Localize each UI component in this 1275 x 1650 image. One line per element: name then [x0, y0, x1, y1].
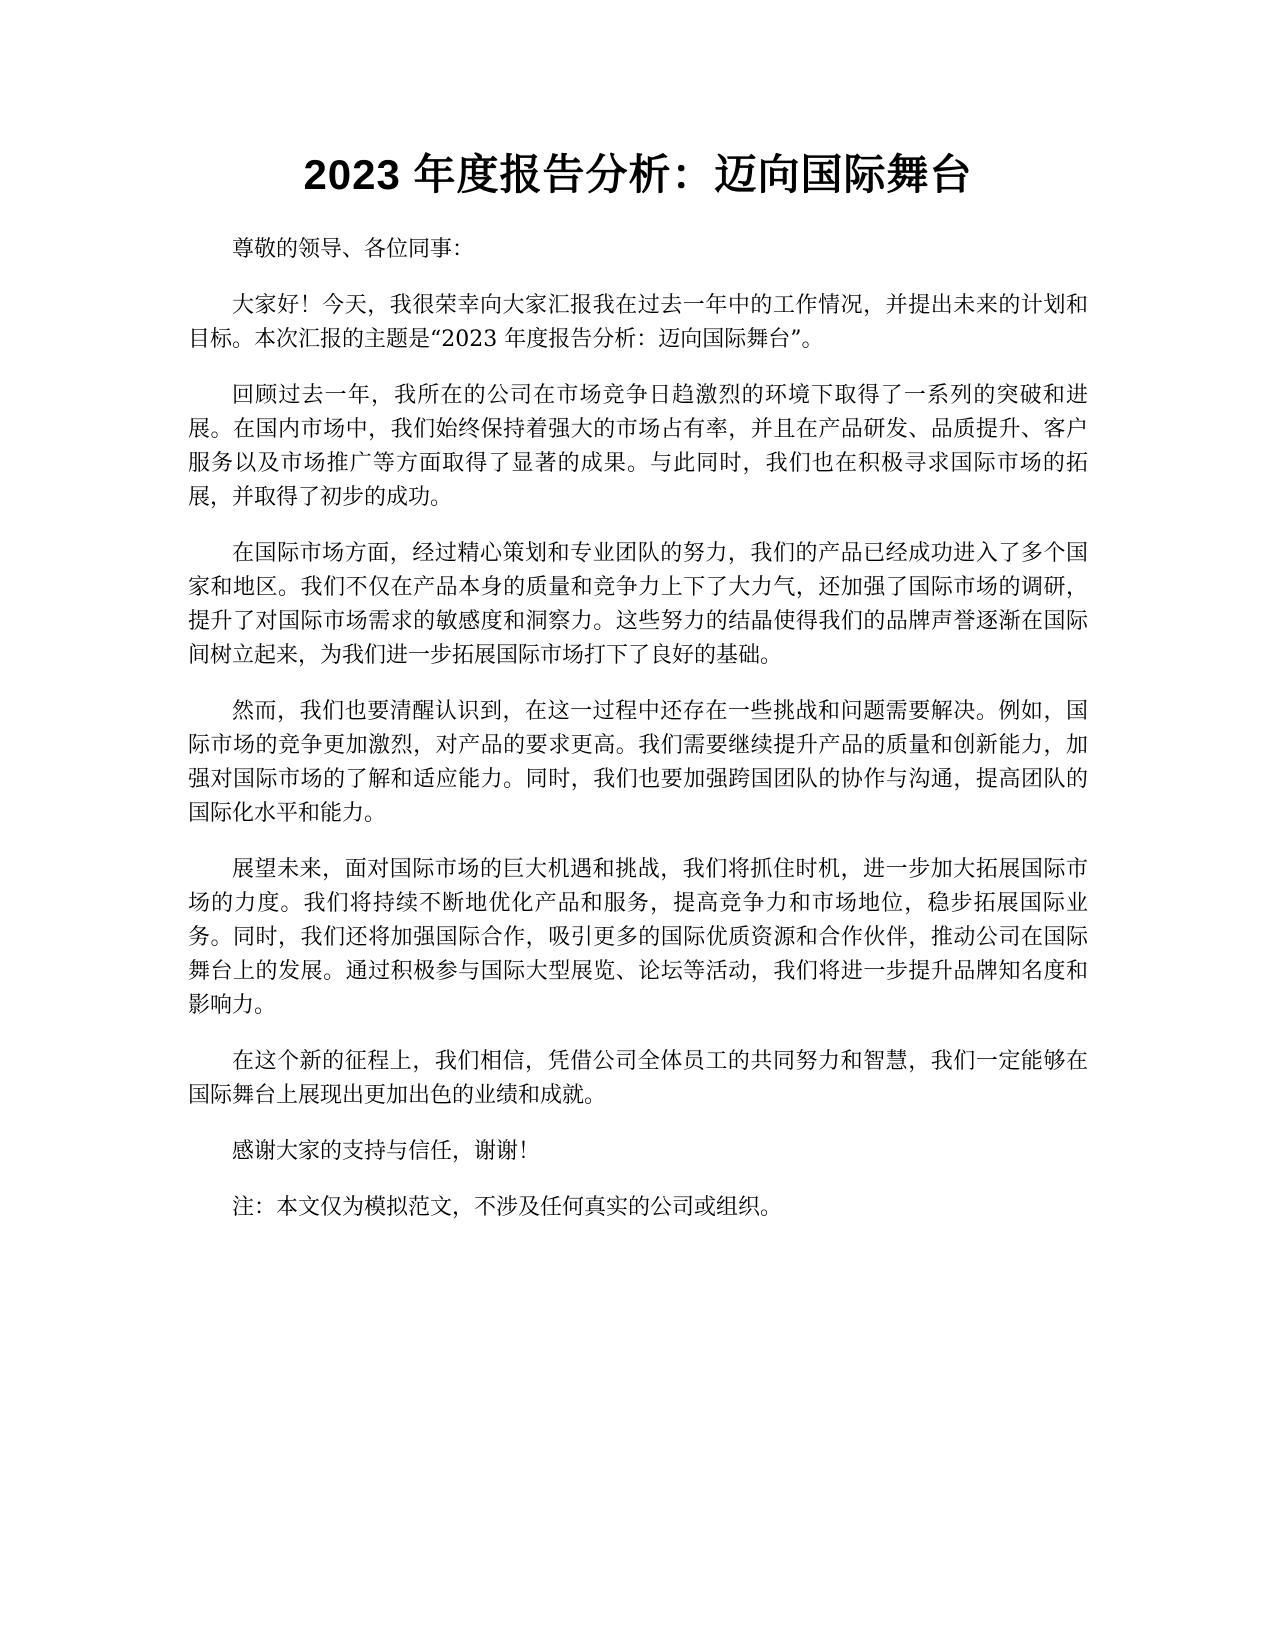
paragraph-review: 回顾过去一年，我所在的公司在市场竞争日趋激烈的环境下取得了一系列的突破和进展。在国内市场中，我们始终保持着强大的市场占有率，并且在产品研发、品质提升、客户服务以及市场推广等方面取得了显著的成果。与此同时，我们也在积极寻求国际市场的拓展，并取得了初步的成功。 [188, 383, 1088, 510]
document-page [188, 145, 1088, 1247]
paragraph-note: 注：本文仅为模拟范文，不涉及任何真实的公司或组织。 [232, 1195, 783, 1220]
paragraph-confidence: 在这个新的征程上，我们相信，凭借公司全体员工的共同努力和智慧，我们一定能够在国际舞台上展现出更加出色的业绩和成就。 [188, 1049, 1088, 1108]
paragraph-salutation: 尊敬的领导、各位同事： [232, 237, 475, 262]
document-title: 2023 年度报告分析：迈向国际舞台 [303, 151, 973, 198]
paragraph-challenges: 然而，我们也要清醒认识到，在这一过程中还存在一些挑战和问题需要解决。例如，国际市场的竞争更加激烈，对产品的要求更高。我们需要继续提升产品的质量和创新能力，加强对国际市场的了解和适应能力。同时，我们也要加强跨国团队的协作与沟通，提高团队的国际化水平和能力。 [188, 699, 1088, 826]
paragraph-outlook: 展望未来，面对国际市场的巨大机遇和挑战，我们将抓住时机，进一步加大拓展国际市场的力度。我们将持续不断地优化产品和服务，提高竞争力和市场地位，稳步拓展国际业务。同时，我们还将加强国际合作，吸引更多的国际优质资源和合作伙伴，推动公司在国际舞台上的发展。通过积极参与国际大型展览、论坛等活动，我们将进一步提升品牌知名度和影响力。 [188, 857, 1088, 1018]
paragraph-international-market: 在国际市场方面，经过精心策划和专业团队的努力，我们的产品已经成功进入了多个国家和地区。我们不仅在产品本身的质量和竞争力上下了大力气，还加强了国际市场的调研，提升了对国际市场需求的敏感度和洞察力。这些努力的结晶使得我们的品牌声誉逐渐在国际间树立起来，为我们进一步拓展国际市场打下了良好的基础。 [188, 541, 1088, 668]
paragraph-thanks: 感谢大家的支持与信任，谢谢！ [232, 1139, 541, 1164]
paragraph-greeting: 大家好！今天，我很荣幸向大家汇报我在过去一年中的工作情况，并提出未来的计划和目标。本次汇报的主题是“2023 年度报告分析：迈向国际舞台”。 [188, 293, 1088, 352]
